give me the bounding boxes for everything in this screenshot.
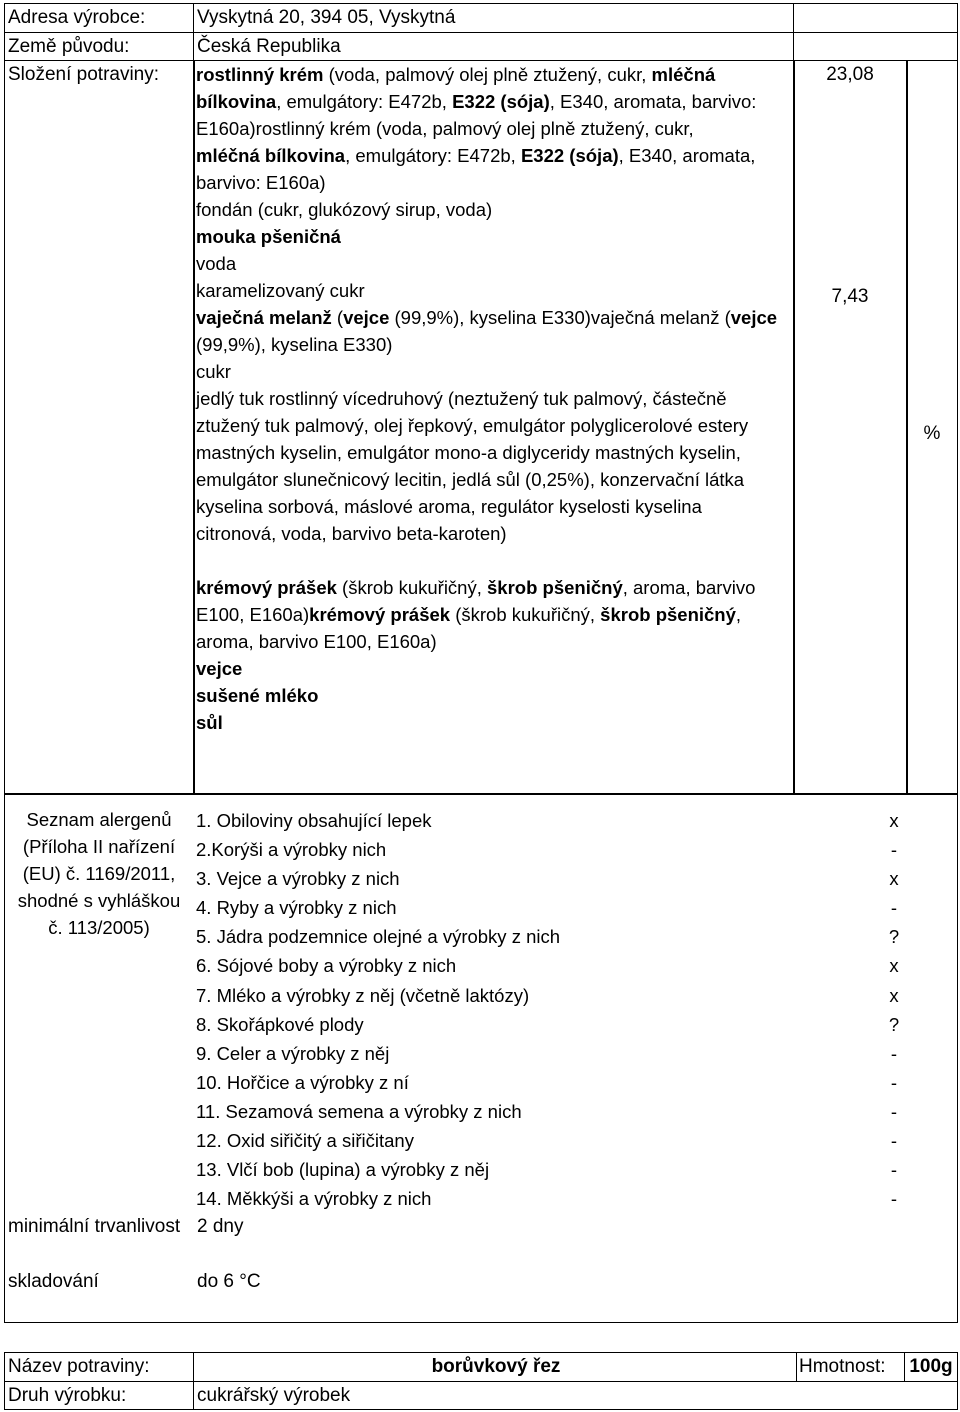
allergen-highlight: škrob pšeničný <box>487 577 623 598</box>
allergen-highlight: mléčná <box>651 64 716 85</box>
address-label: Adresa výrobce: <box>8 7 146 28</box>
allergen-item <box>196 1039 956 1068</box>
block-bottom <box>4 1322 958 1323</box>
composition-line <box>196 250 796 277</box>
allergen-highlight: krémový prášek <box>196 577 337 598</box>
allergen-highlight: krémový prášek <box>309 604 451 625</box>
composition-segment: aroma, barvivo E100, E160a) <box>196 631 437 652</box>
allergen-label-line: shodné s vyhláškou <box>17 890 181 911</box>
value-column-divider-top <box>793 3 794 60</box>
allergen-mark: - <box>890 1100 898 1122</box>
footer-weight-divider-1 <box>796 1352 797 1381</box>
composition-line <box>196 115 796 142</box>
allergen-mark: ? <box>888 1013 900 1035</box>
allergen-name: 10. Hořčice a výrobky z ní <box>196 1071 409 1093</box>
allergen-highlight: vejce <box>730 307 778 328</box>
composition-line <box>196 358 796 385</box>
composition-line <box>196 493 796 520</box>
composition-segment: kyselina sorbová, máslové aroma, regulátor kyselosti kyselina <box>196 496 702 517</box>
allergen-name: 14. Měkkýši a výrobky z nich <box>196 1188 432 1210</box>
allergen-mark: - <box>890 1130 898 1152</box>
footer-middle <box>4 1381 958 1382</box>
composition-segment: (99,9%), kyselina E330)vaječná melanž ( <box>389 307 731 328</box>
allergen-name: 8. Skořápkové plody <box>196 1013 364 1035</box>
composition-line <box>196 466 796 493</box>
weight-value: 100g <box>909 1356 953 1377</box>
allergen-label <box>6 806 192 941</box>
composition-segment: mastných kyselin, emulgátor mono-a diglyceridy mastných kyselin, <box>196 442 741 463</box>
label-column-divider <box>193 3 194 60</box>
allergen-highlight: bílkovina <box>196 91 277 112</box>
composition-label: Složení potraviny: <box>8 64 160 85</box>
allergen-mark: - <box>890 1042 898 1064</box>
composition-segment: , E340, aromata, barvivo: <box>549 91 757 112</box>
allergen-highlight: E322 (sója) <box>520 145 619 166</box>
allergen-item <box>196 864 956 893</box>
composition-line <box>196 682 796 709</box>
composition-segment: E100, E160a) <box>196 604 310 625</box>
composition-line <box>196 304 796 331</box>
allergen-mark: x <box>889 984 899 1006</box>
allergen-name: 6. Sójové boby a výrobky z nich <box>196 955 457 977</box>
allergen-item <box>196 1184 956 1213</box>
allergen-item <box>196 1010 956 1039</box>
right-border <box>957 3 958 1323</box>
allergen-highlight: vejce <box>196 658 243 679</box>
composition-segment: ( <box>331 307 344 328</box>
composition-segment: (škrob kukuřičný, <box>336 577 488 598</box>
composition-segment: jedlý tuk rostlinný vícedruhový (neztužený tuk palmový, částečně <box>196 388 727 409</box>
storage-value: do 6 °C <box>197 1271 261 1292</box>
allergen-list <box>196 806 956 1213</box>
address-value: Vyskytná 20, 394 05, Vyskytná <box>197 7 456 28</box>
allergen-name: 9. Celer a výrobky z něj <box>196 1042 390 1064</box>
allergen-item <box>196 1097 956 1126</box>
composition-line <box>196 88 796 115</box>
allergen-label-line: (EU) č. 1169/2011, <box>22 863 176 884</box>
allergen-label-line: Seznam alergenů <box>26 809 172 830</box>
composition-line <box>196 412 796 439</box>
composition-segment: (voda, palmový olej plně ztužený, cukr, <box>323 64 652 85</box>
composition-line <box>196 61 796 88</box>
composition-segment: , aroma, barvivo <box>622 577 756 598</box>
allergen-mark: x <box>889 955 899 977</box>
allergen-item <box>196 1126 956 1155</box>
composition-line <box>196 331 796 358</box>
allergen-name: 5. Jádra podzemnice olejné a výrobky z nich <box>196 926 561 948</box>
allergen-label-line: č. 113/2005) <box>48 917 150 938</box>
composition-line <box>196 196 796 223</box>
composition-segment: fondán (cukr, glukózový sirup, voda) <box>196 199 493 220</box>
product-type-label: Druh výrobku: <box>8 1385 127 1406</box>
allergen-name: 2.Korýši a výrobky nich <box>196 839 387 861</box>
allergen-name: 3. Vejce a výrobky z nich <box>196 868 400 890</box>
composition-segment: cukr <box>196 361 231 382</box>
allergen-label-line: (Příloha II nařízení <box>22 836 176 857</box>
allergen-highlight: E322 (sója) <box>452 91 550 112</box>
allergen-highlight: škrob pšeničný <box>600 604 736 625</box>
allergen-name: 13. Vlčí bob (lupina) a výrobky z něj <box>196 1159 490 1181</box>
composition-line <box>196 142 796 169</box>
composition-line <box>196 520 796 547</box>
product-name-label: Název potraviny: <box>8 1356 150 1377</box>
footer-left <box>4 1352 5 1409</box>
composition-line <box>196 655 796 682</box>
composition-line <box>196 709 796 736</box>
shelf-life-label: minimální trvanlivost <box>8 1216 181 1237</box>
allergen-mark: - <box>890 1159 898 1181</box>
footer-label-divider <box>193 1352 194 1409</box>
composition-text <box>196 61 796 736</box>
allergen-name: 12. Oxid siřičitý a siřičitany <box>196 1130 414 1152</box>
allergen-item <box>196 1068 956 1097</box>
allergen-highlight: mléčná bílkovina <box>196 145 346 166</box>
composition-segment: karamelizovaný cukr <box>196 280 365 301</box>
footer-weight-divider-2 <box>904 1352 905 1381</box>
allergen-item <box>196 835 956 864</box>
composition-line <box>196 439 796 466</box>
composition-line <box>196 601 796 628</box>
composition-line <box>196 547 796 574</box>
composition-segment: ztužený tuk palmový, olej řepkový, emulgátor polyglicerolové estery <box>196 415 749 436</box>
footer-bottom <box>4 1409 958 1410</box>
allergen-name: 1. Obiloviny obsahující lepek <box>196 810 432 831</box>
shelf-life-value: 2 dny <box>197 1216 244 1237</box>
allergen-mark: - <box>890 1071 898 1093</box>
composition-bottom <box>4 793 958 795</box>
composition-segment: , emulgátory: E472b, <box>345 145 521 166</box>
allergen-item <box>196 981 956 1010</box>
allergen-mark: - <box>890 1188 898 1210</box>
allergen-name: 4. Ryby a výrobky z nich <box>196 897 397 919</box>
origin-value: Česká Republika <box>197 36 341 57</box>
composition-segment: voda <box>196 253 237 274</box>
allergen-name: 7. Mléko a výrobky z něj (včetně laktózy) <box>196 984 530 1006</box>
storage-label: skladování <box>8 1271 99 1292</box>
allergen-mark: - <box>890 897 898 919</box>
composition-value-2: 7,43 <box>831 286 869 307</box>
composition-value-1: 23,08 <box>826 64 874 85</box>
composition-left-divider <box>193 60 195 794</box>
composition-segment: (škrob kukuřičný, <box>450 604 601 625</box>
allergen-highlight: sušené mléko <box>196 685 319 706</box>
left-border <box>4 3 5 1323</box>
composition-line <box>196 574 796 601</box>
allergen-name: 11. Sezamová semena a výrobky z nich <box>196 1100 522 1122</box>
allergen-mark: - <box>890 839 898 861</box>
composition-segment: barvivo: E160a) <box>196 172 326 193</box>
composition-segment: , <box>735 604 742 625</box>
allergen-item <box>196 893 956 922</box>
composition-line <box>196 385 796 412</box>
allergen-mark: x <box>889 868 899 890</box>
composition-segment: E160a)rostlinný krém (voda, palmový olej plně ztužený, cukr, <box>196 118 694 139</box>
row-divider-1 <box>4 32 958 33</box>
allergen-highlight: sůl <box>196 712 223 733</box>
allergen-item <box>196 1155 956 1184</box>
allergen-highlight: vejce <box>343 307 390 328</box>
top-border <box>4 3 958 4</box>
allergen-item <box>196 951 956 980</box>
composition-line <box>196 169 796 196</box>
footer-right <box>957 1352 958 1409</box>
composition-line <box>196 277 796 304</box>
composition-line <box>196 223 796 250</box>
composition-segment: (99,9%), kyselina E330) <box>196 334 393 355</box>
origin-label: Země původu: <box>8 36 130 57</box>
allergen-item <box>196 806 956 835</box>
percent-label: % <box>923 423 941 444</box>
allergen-item <box>196 922 956 951</box>
allergen-highlight: mouka pšeničná <box>196 226 341 247</box>
composition-segment: emulgátor slunečnicový lecitin, jedlá sůl (0,25%), konzervační látka <box>196 469 745 490</box>
composition-segment: , emulgátory: E472b, <box>276 91 453 112</box>
allergen-highlight: rostlinný krém <box>196 64 324 85</box>
composition-segment: citronová, voda, barvivo beta-karoten) <box>196 523 507 544</box>
composition-segment: , E340, aromata, <box>618 145 756 166</box>
weight-label: Hmotnost: <box>799 1356 886 1377</box>
allergen-mark: ? <box>888 926 900 948</box>
product-type-value: cukrářský výrobek <box>197 1385 351 1406</box>
allergen-mark: x <box>889 810 899 831</box>
allergen-highlight: vaječná melanž <box>196 307 332 328</box>
product-name-value: borůvkový řez <box>431 1356 561 1377</box>
composition-line <box>196 628 796 655</box>
